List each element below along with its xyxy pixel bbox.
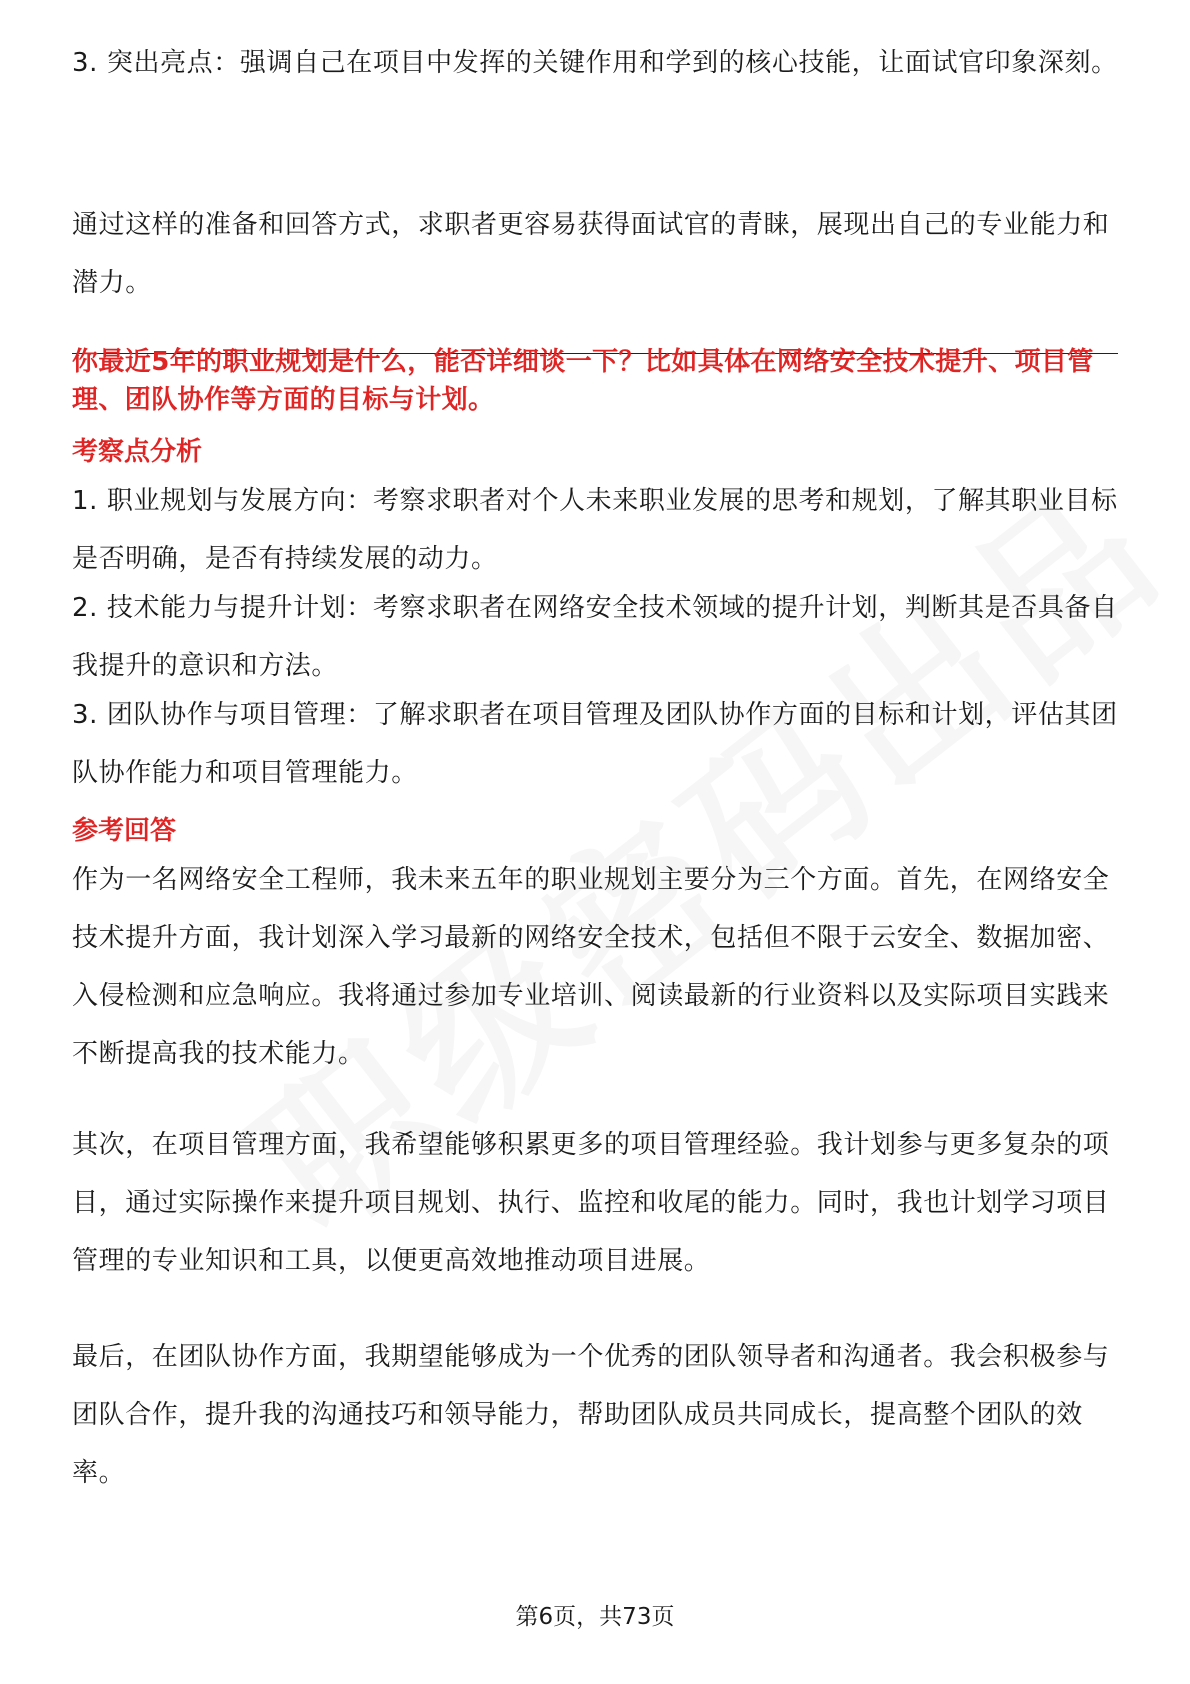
answer-paragraph-3: 最后，在团队协作方面，我期望能够成为一个优秀的团队领导者和沟通者。我会积极参与团队合作，提升我的沟通技巧和领导能力，帮助团队成员共同成长，提高整个团队的效率。: [72, 1342, 1110, 1488]
analysis-point-1: 1. 职业规划与发展方向：考察求职者对个人未来职业发展的思考和规划，了解其职业目标是否明确，是否有持续发展的动力。: [72, 486, 1118, 574]
analysis-point-2: 2. 技术能力与提升计划：考察求职者在网络安全技术领域的提升计划，判断其是否具备自我提升的意识和方法。: [72, 593, 1118, 681]
intro-summary: 通过这样的准备和回答方式，求职者更容易获得面试官的青睐，展现出自己的专业能力和潜力。: [72, 210, 1110, 298]
answer-heading: 参考回答: [72, 816, 177, 846]
page-number-footer: 第6页，共73页: [515, 1604, 675, 1630]
analysis-heading: 考察点分析: [72, 437, 203, 467]
analysis-point-3: 3. 团队协作与项目管理：了解求职者在项目管理及团队协作方面的目标和计划，评估其团队协作能力和项目管理能力。: [72, 700, 1118, 788]
answer-paragraph-2: 其次，在项目管理方面，我希望能够积累更多的项目管理经验。我计划参与更多复杂的项目，通过实际操作来提升项目规划、执行、监控和收尾的能力。同时，我也计划学习项目管理的专业知识和工具，以便更高效地推动项目进展。: [72, 1130, 1110, 1276]
interview-question: 你最近5年的职业规划是什么，能否详细谈一下？比如具体在网络安全技术提升、项目管理、团队协作等方面的目标与计划。: [72, 347, 1094, 415]
intro-point-3: 3. 突出亮点：强调自己在项目中发挥的关键作用和学到的核心技能，让面试官印象深刻。: [72, 48, 1118, 78]
answer-paragraph-1: 作为一名网络安全工程师，我未来五年的职业规划主要分为三个方面。首先，在网络安全技术提升方面，我计划深入学习最新的网络安全技术，包括但不限于云安全、数据加密、入侵检测和应急响应。我将通过参加专业培训、阅读最新的行业资料以及实际项目实践来不断提高我的技术能力。: [72, 865, 1110, 1069]
